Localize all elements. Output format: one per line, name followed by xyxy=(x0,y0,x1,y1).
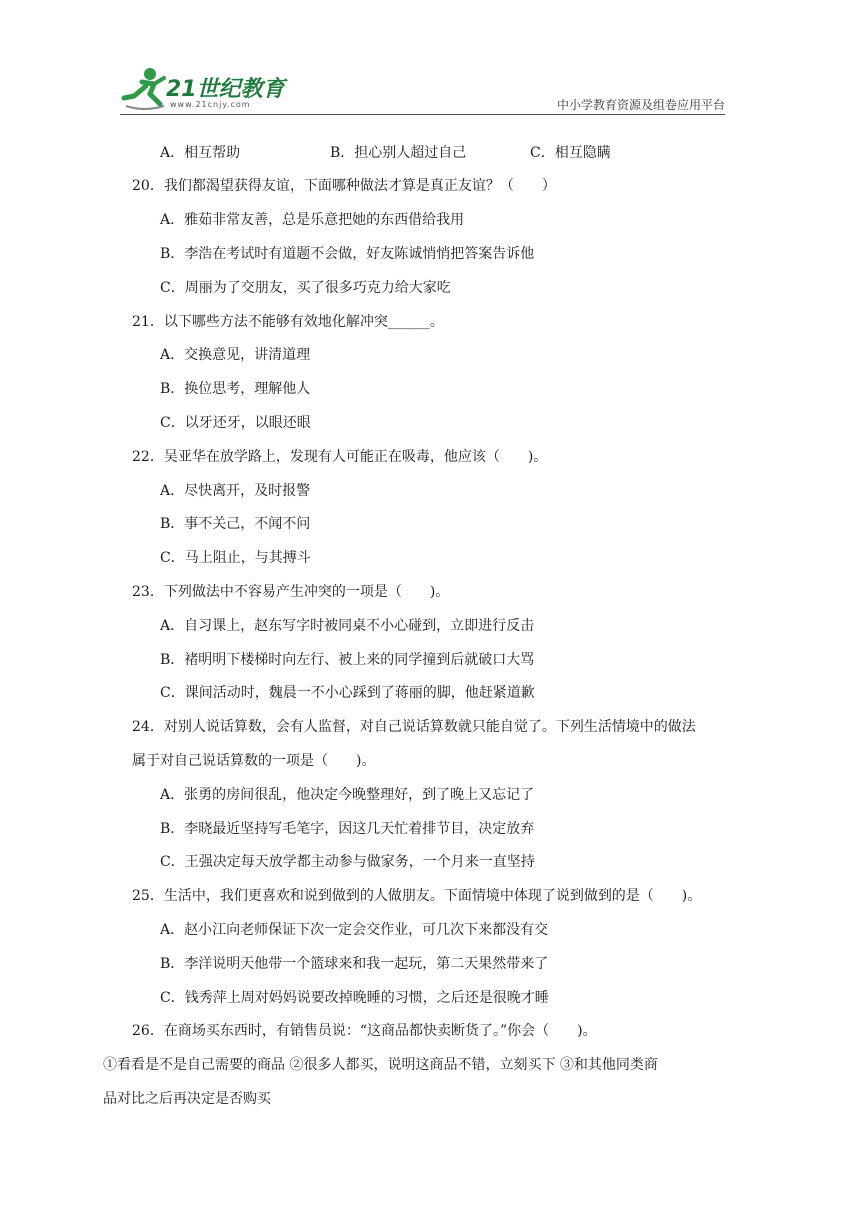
q19-option-a: A．相互帮助 xyxy=(160,145,241,161)
option-b: B．李浩在考试时有道题不会做，好友陈诚悄悄把答案告诉他 xyxy=(160,246,535,262)
logo-text: 21世纪教育 xyxy=(166,77,285,102)
q19-option-b: B．担心别人超过自己 xyxy=(330,145,467,161)
option-c: C．以牙还牙，以眼还眼 xyxy=(160,415,311,431)
question-stem: 20．我们都渴望获得友谊，下面哪种做法才算是真正友谊？（ ） xyxy=(132,178,556,194)
question-choices-line: ①看看是不是自己需要的商品 ②很多人都买，说明这商品不错，立刻买下 ③和其他同类商 xyxy=(103,1057,658,1073)
option-b: B．事不关己，不闻不问 xyxy=(160,516,311,532)
option-b: B．李洋说明天他带一个篮球来和我一起玩，第二天果然带来了 xyxy=(160,956,549,972)
option-c: C．马上阻止，与其搏斗 xyxy=(160,550,311,566)
question-stem: 24．对别人说话算数，会有人监督，对自己说话算数就只能自觉了。下列生活情境中的做法 xyxy=(132,719,696,735)
option-a: A．自习课上，赵东写字时被同桌不小心碰到，立即进行反击 xyxy=(160,618,535,634)
q19-option-c: C．相互隐瞒 xyxy=(530,145,611,161)
question-stem: 23．下列做法中不容易产生冲突的一项是（ )。 xyxy=(132,584,450,600)
option-b: B．褚明明下楼梯时向左行、被上来的同学撞到后就破口大骂 xyxy=(160,652,535,668)
option-a: A．雅茹非常友善，总是乐意把她的东西借给我用 xyxy=(160,212,465,228)
option-c: C．课间活动时，魏晨一不小心踩到了蒋丽的脚，他赶紧道歉 xyxy=(160,685,535,701)
option-a: A．交换意见，讲清道理 xyxy=(160,347,311,363)
option-a: A．赵小江向老师保证下次一定会交作业，可几次下来都没有交 xyxy=(160,922,549,938)
option-b: B．李晓最近坚持写毛笔字，因这几天忙着排节目，决定放弃 xyxy=(160,821,535,837)
option-a: A．尽快离开，及时报警 xyxy=(160,483,311,499)
option-c: C．钱秀萍上周对妈妈说要改掉晚睡的习惯，之后还是很晚才睡 xyxy=(160,990,549,1006)
option-b: B．换位思考，理解他人 xyxy=(160,381,311,397)
option-c: C．周丽为了交朋友，买了很多巧克力给大家吃 xyxy=(160,280,451,296)
option-c: C．王强决定每天放学都主动参与做家务，一个月来一直坚持 xyxy=(160,854,535,870)
question-choices-line: 品对比之后再决定是否购买 xyxy=(103,1091,271,1107)
header-divider xyxy=(120,114,725,115)
question-stem: 26．在商场买东西时，有销售员说：“这商品都快卖断货了。”你会（ )。 xyxy=(132,1023,597,1039)
platform-name: 中小学教育资源及组卷应用平台 xyxy=(556,98,725,112)
question-stem: 25．生活中，我们更喜欢和说到做到的人做朋友。下面情境中体现了说到做到的是（ )。 xyxy=(132,888,702,904)
logo-url: www.21cnjy.com xyxy=(170,100,251,109)
logo xyxy=(120,62,295,116)
page-header xyxy=(120,62,725,116)
option-a: A．张勇的房间很乱，他决定今晚整理好，到了晚上又忘记了 xyxy=(160,787,535,803)
runner-logo-icon xyxy=(120,62,168,112)
question-stem: 21．以下哪些方法不能够有效地化解冲突______。 xyxy=(132,314,444,330)
question-stem: 22．吴亚华在放学路上，发现有人可能正在吸毒，他应该（ )。 xyxy=(132,449,548,465)
question-stem-continued: 属于对自己说话算数的一项是（ )。 xyxy=(132,753,376,769)
